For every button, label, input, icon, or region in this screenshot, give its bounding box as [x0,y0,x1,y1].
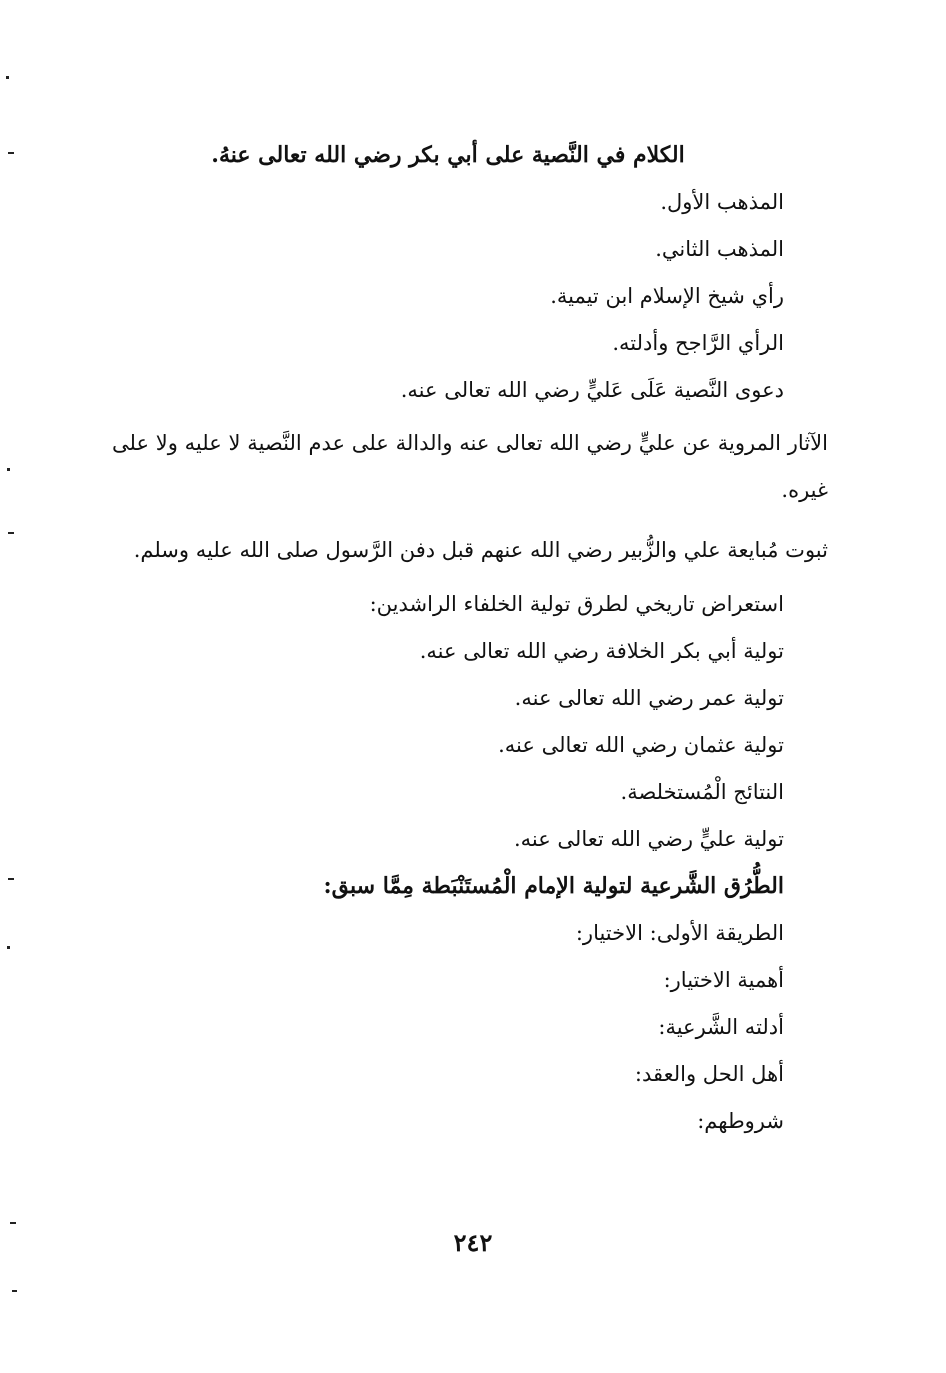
toc-line: أدلته الشَّرعية: [658,1015,784,1039]
toc-line: رأي شيخ الإسلام ابن تيمية. [550,284,784,308]
toc-line: المذهب الثاني. [655,237,784,261]
toc-line: تولية عليٍّ رضي الله تعالى عنه. [513,827,784,851]
toc-paragraph: الآثار المروية عن عليٍّ رضي الله تعالى عنه والدالة على عدم النَّصية لا عليه ولا على غيره. [112,431,828,502]
scan-mark [12,1290,17,1292]
scan-mark [7,946,10,949]
toc-line: النتائج الْمُستخلصة. [620,780,784,804]
scan-mark [8,152,14,154]
toc-line: المذهب الأول. [660,190,784,214]
page-number: ٢٤٢ [453,1228,493,1257]
section-subheading: الطُّرُق الشَّرعية لتولية الإمام الْمُستَنْبَطة مِمَّا سبق: [323,873,784,899]
toc-line: شروطهم: [697,1109,784,1133]
toc-line: تولية أبي بكر الخلافة رضي الله تعالى عنه. [419,639,784,663]
scan-mark [10,1222,16,1224]
toc-line: تولية عمر رضي الله تعالى عنه. [514,686,784,710]
toc-line: الرأي الرَّاجح وأدلته. [612,331,784,355]
toc-line: استعراض تاريخي لطرق تولية الخلفاء الراشدين: [369,592,784,616]
toc-line: أهل الحل والعقد: [634,1062,784,1086]
scan-mark [8,878,14,880]
toc-line: الطريقة الأولى: الاختيار: [575,921,784,945]
scan-mark [6,76,9,79]
toc-line: أهمية الاختيار: [663,968,784,992]
toc-line: تولية عثمان رضي الله تعالى عنه. [498,733,784,757]
toc-paragraph: ثبوت مُبايعة علي والزُّبير رضي الله عنهم قبل دفن الرَّسول صلى الله عليه وسلم. [133,538,828,562]
table-of-contents [112,138,828,1151]
section-heading: الكلام في النَّصية على أبي بكر رضي الله تعالى عنهُ. [211,142,685,168]
toc-line: دعوى النَّصية عَلَى عَليٍّ رضي الله تعالى عنه. [400,378,784,402]
scan-mark [7,468,10,471]
scan-mark [8,532,14,534]
